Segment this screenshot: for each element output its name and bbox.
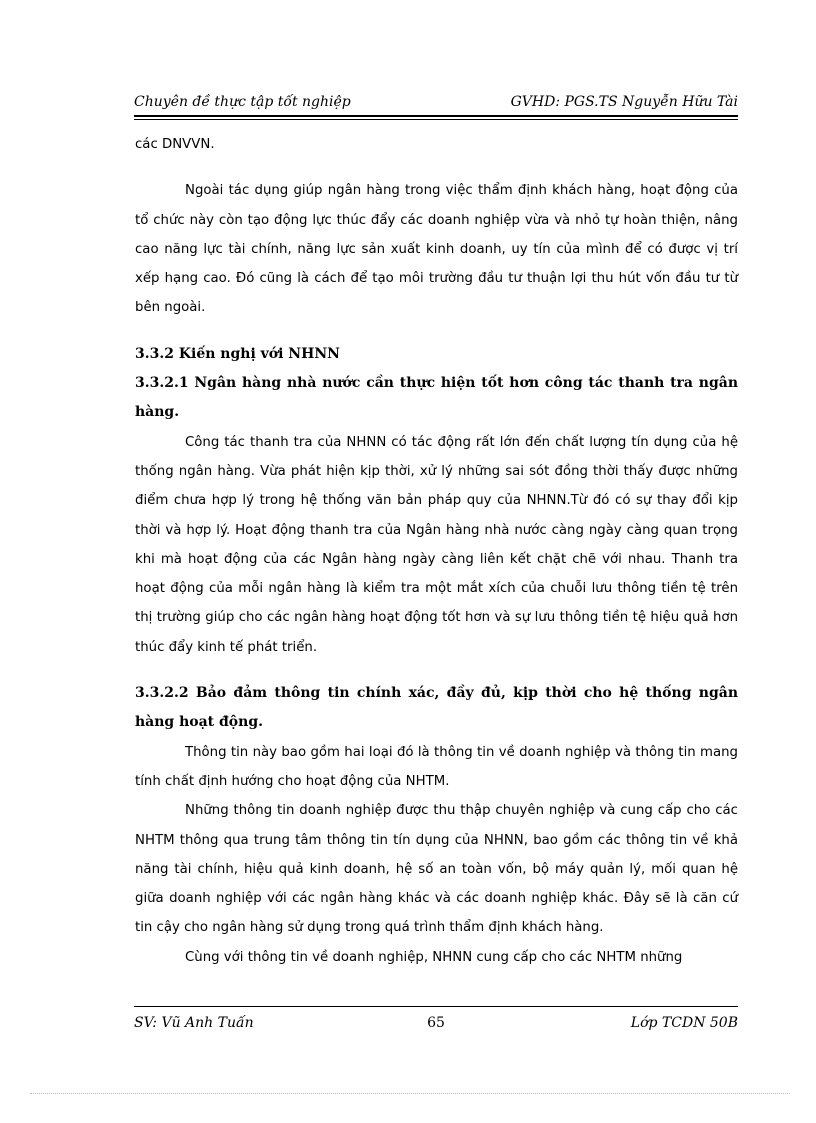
footer-student: SV: Vũ Anh Tuấn	[134, 1015, 254, 1031]
header-rule	[134, 115, 738, 117]
page-number: 65	[427, 1015, 445, 1031]
header-thesis-title: Chuyên đề thực tập tốt nghiệp	[134, 94, 351, 110]
paragraph: Ngoài tác dụng giúp ngân hàng trong việc thẩm định khách hàng, hoạt động của tổ chức này còn tạo động lực thúc đẩy các doanh nghiệp vừa và nhỏ tự hoàn thiện, nâng cao năng lực tài chính, năng lực sản xuất kinh doanh, uy tín của mình để có được vị trí xếp hạng cao. Đó cũng là cách để tạo môi trường đầu tư thuận lợi thu hút vốn đầu tư từ bên ngoài.	[135, 183, 738, 316]
paragraph: Thông tin này bao gồm hai loại đó là thông tin về doanh nghiệp và thông tin mang tính chất định hướng cho hoạt động của NHTM.	[135, 744, 738, 789]
footer-rule	[134, 1006, 738, 1007]
footer-class: Lớp TCDN 50B	[630, 1015, 738, 1031]
page-edge-divider	[30, 1093, 790, 1094]
header-advisor: GVHD: PGS.TS Nguyễn Hữu Tài	[510, 94, 738, 110]
subsection-heading: 3.3.2.1 Ngân hàng nhà nước cần thực hiện tốt hơn công tác thanh tra ngân hàng.	[135, 375, 738, 421]
subsection-heading: 3.3.2.2 Bảo đảm thông tin chính xác, đầy đủ, kịp thời cho hệ thống ngân hàng hoạt động.	[135, 685, 738, 731]
paragraph: Công tác thanh tra của NHNN có tác động rất lớn đến chất lượng tín dụng của hệ thống ngân hàng. Vừa phát hiện kịp thời, xử lý những sai sót đồng thời thấy được những điểm chưa hợp lý trong hệ thống văn bản pháp quy của NHNN.Từ đó có sự thay đổi kịp thời và hợp lý. Hoạt động thanh tra của Ngân hàng nhà nước càng ngày càng quan trọng khi mà hoạt động của các Ngân hàng ngày càng liên kết chặt chẽ với nhau. Thanh tra hoạt động của mỗi ngân hàng là kiểm tra một mắt xích của chuỗi lưu thông tiền tệ trên thị trường giúp cho các ngân hàng hoạt động tốt hơn và sự lưu thông tiền tệ hiệu quả hơn thúc đẩy kinh tế phát triển.	[135, 434, 738, 655]
paragraph: Cùng với thông tin về doanh nghiệp, NHNN cung cấp cho các NHTM những	[185, 949, 683, 965]
page-footer	[134, 1011, 738, 1035]
section-heading: 3.3.2 Kiến nghị với NHNN	[135, 345, 340, 362]
page-body	[135, 130, 738, 972]
paragraph: Những thông tin doanh nghiệp được thu thập chuyên nghiệp và cung cấp cho các NHTM thông qua trung tâm thông tin tín dụng của NHNN, bao gồm các thông tin về khả năng tài chính, hiệu quả kinh doanh, hệ số an toàn vốn, bộ máy quản lý, mối quan hệ giữa doanh nghiệp với các ngân hàng khác và các doanh nghiệp khác. Đây sẽ là căn cứ tin cậy cho ngân hàng sử dụng trong quá trình thẩm định khách hàng.	[135, 803, 738, 936]
paragraph-continued: các DNVVN.	[135, 137, 215, 152]
page-header	[134, 90, 738, 118]
header-rule-thin	[134, 119, 738, 120]
